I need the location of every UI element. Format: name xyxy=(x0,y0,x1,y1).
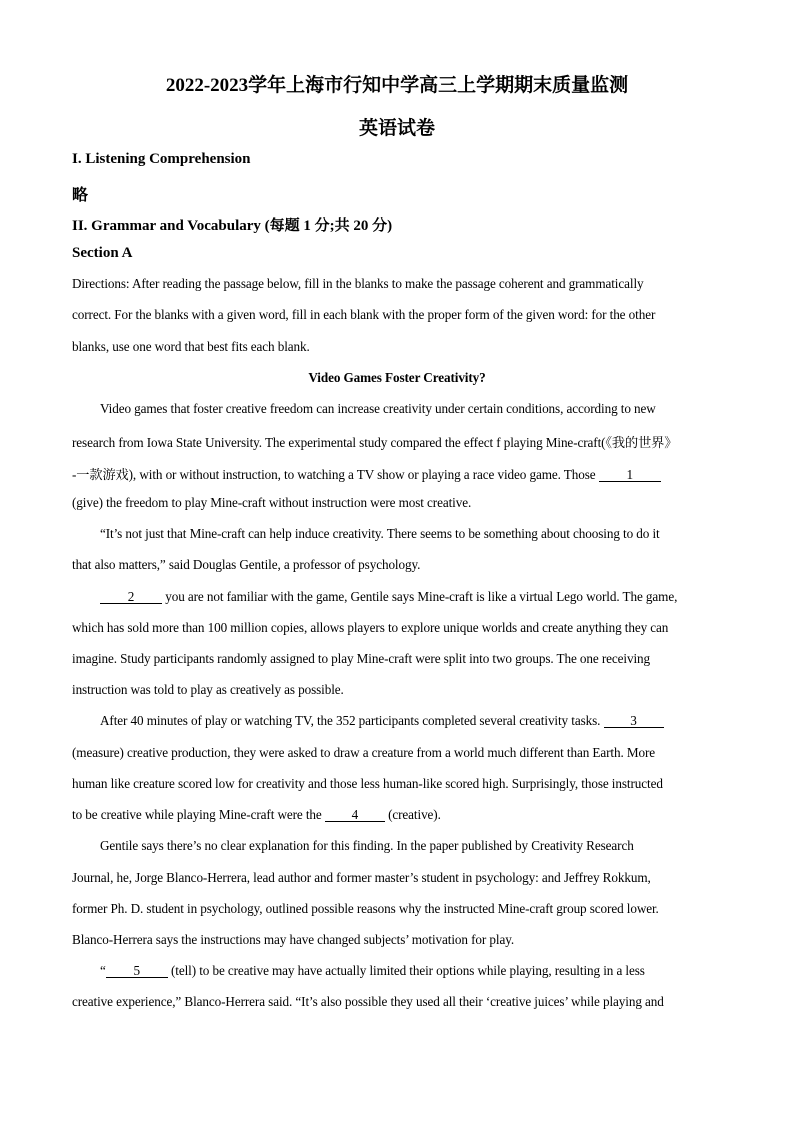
passage-line: imagine. Study participants randomly assigned to play Mine-craft were split into two groups. The one receiving xyxy=(72,651,651,666)
passage-line: creative experience,” Blanco-Herrera said. “It’s also possible they used all their ‘creative juices’ while playing and xyxy=(72,994,664,1009)
exam-title: 2022-2023学年上海市行知中学高三上学期期末质量监测 xyxy=(165,75,629,96)
passage-line: human like creature scored low for creativity and those less human-like scored high. Surprisingly, those instructed xyxy=(72,776,663,791)
passage-text: to be creative while playing Mine-craft were the xyxy=(72,807,322,822)
passage-line: former Ph. D. student in psychology, outlined possible reasons why the instructed Mine-craft group scored lower. xyxy=(72,901,659,916)
passage-line: Gentile says there’s no clear explanation for this finding. In the paper published by Creativity Research xyxy=(100,838,634,853)
passage-text: you are not familiar with the game, Gentile says Mine-craft is like a virtual Lego world. The game, xyxy=(165,589,678,604)
blank-5[interactable]: 5 xyxy=(106,964,168,978)
passage-title: Video Games Foster Creativity? xyxy=(308,370,486,385)
passage-text: (creative). xyxy=(388,807,441,822)
passage-line xyxy=(72,807,732,823)
blank-4[interactable]: 4 xyxy=(325,808,385,822)
section-listening-heading: I. Listening Comprehension xyxy=(72,151,251,167)
passage-line: (measure) creative production, they were asked to draw a creature from a world much different than Earth. More xyxy=(72,745,656,760)
passage-line: which has sold more than 100 million copies, allows players to explore unique worlds and create anything they can xyxy=(72,620,669,635)
passage-line xyxy=(100,713,732,729)
passage-line: that also matters,” said Douglas Gentile, a professor of psychology. xyxy=(72,557,421,572)
passage-text: After 40 minutes of play or watching TV, the 352 participants completed several creativity tasks. xyxy=(100,713,601,728)
passage-text: -一款游戏), with or without instruction, to watching a TV show or playing a race video game. Those xyxy=(72,467,596,482)
exam-subtitle: 英语试卷 xyxy=(358,118,435,139)
passage-line: Journal, he, Jorge Blanco-Herrera, lead author and former master’s student in psychology: and Jeffrey Rokkum, xyxy=(72,870,651,885)
blank-2[interactable]: 2 xyxy=(100,590,162,604)
blank-1[interactable]: 1 xyxy=(599,468,661,482)
passage-line: (give) the freedom to play Mine-craft without instruction were most creative. xyxy=(72,495,472,510)
passage-line xyxy=(100,963,732,979)
section-a-heading: Section A xyxy=(72,245,133,261)
directions-line: blanks, use one word that best fits each blank. xyxy=(72,339,310,354)
passage-line xyxy=(100,589,732,605)
passage-line: “It’s not just that Mine-craft can help induce creativity. There seems to be something about choosing to do it xyxy=(100,526,660,541)
omitted-note: 略 xyxy=(72,187,89,204)
passage-line xyxy=(72,464,732,483)
passage-line: Blanco-Herrera says the instructions may have changed subjects’ motivation for play. xyxy=(72,932,515,947)
passage-line: research from Iowa State University. The experimental study compared the effect f playing Mine-craft(《我的世界》 xyxy=(72,435,678,450)
directions-line: Directions: After reading the passage below, fill in the blanks to make the passage coherent and grammatically xyxy=(72,276,644,291)
passage-line: Video games that foster creative freedom can increase creativity under certain conditions, according to new xyxy=(100,401,656,416)
directions-line: correct. For the blanks with a given word, fill in each blank with the proper form of the given word: for the other xyxy=(72,307,656,322)
open-quote: “ xyxy=(100,963,106,978)
passage-line: instruction was told to play as creatively as possible. xyxy=(72,682,344,697)
passage-text: (tell) to be creative may have actually limited their options while playing, resulting in a less xyxy=(170,963,645,978)
blank-3[interactable]: 3 xyxy=(604,714,664,728)
section-grammar-heading: II. Grammar and Vocabulary (每题 1 分;共 20 分) xyxy=(72,218,393,234)
